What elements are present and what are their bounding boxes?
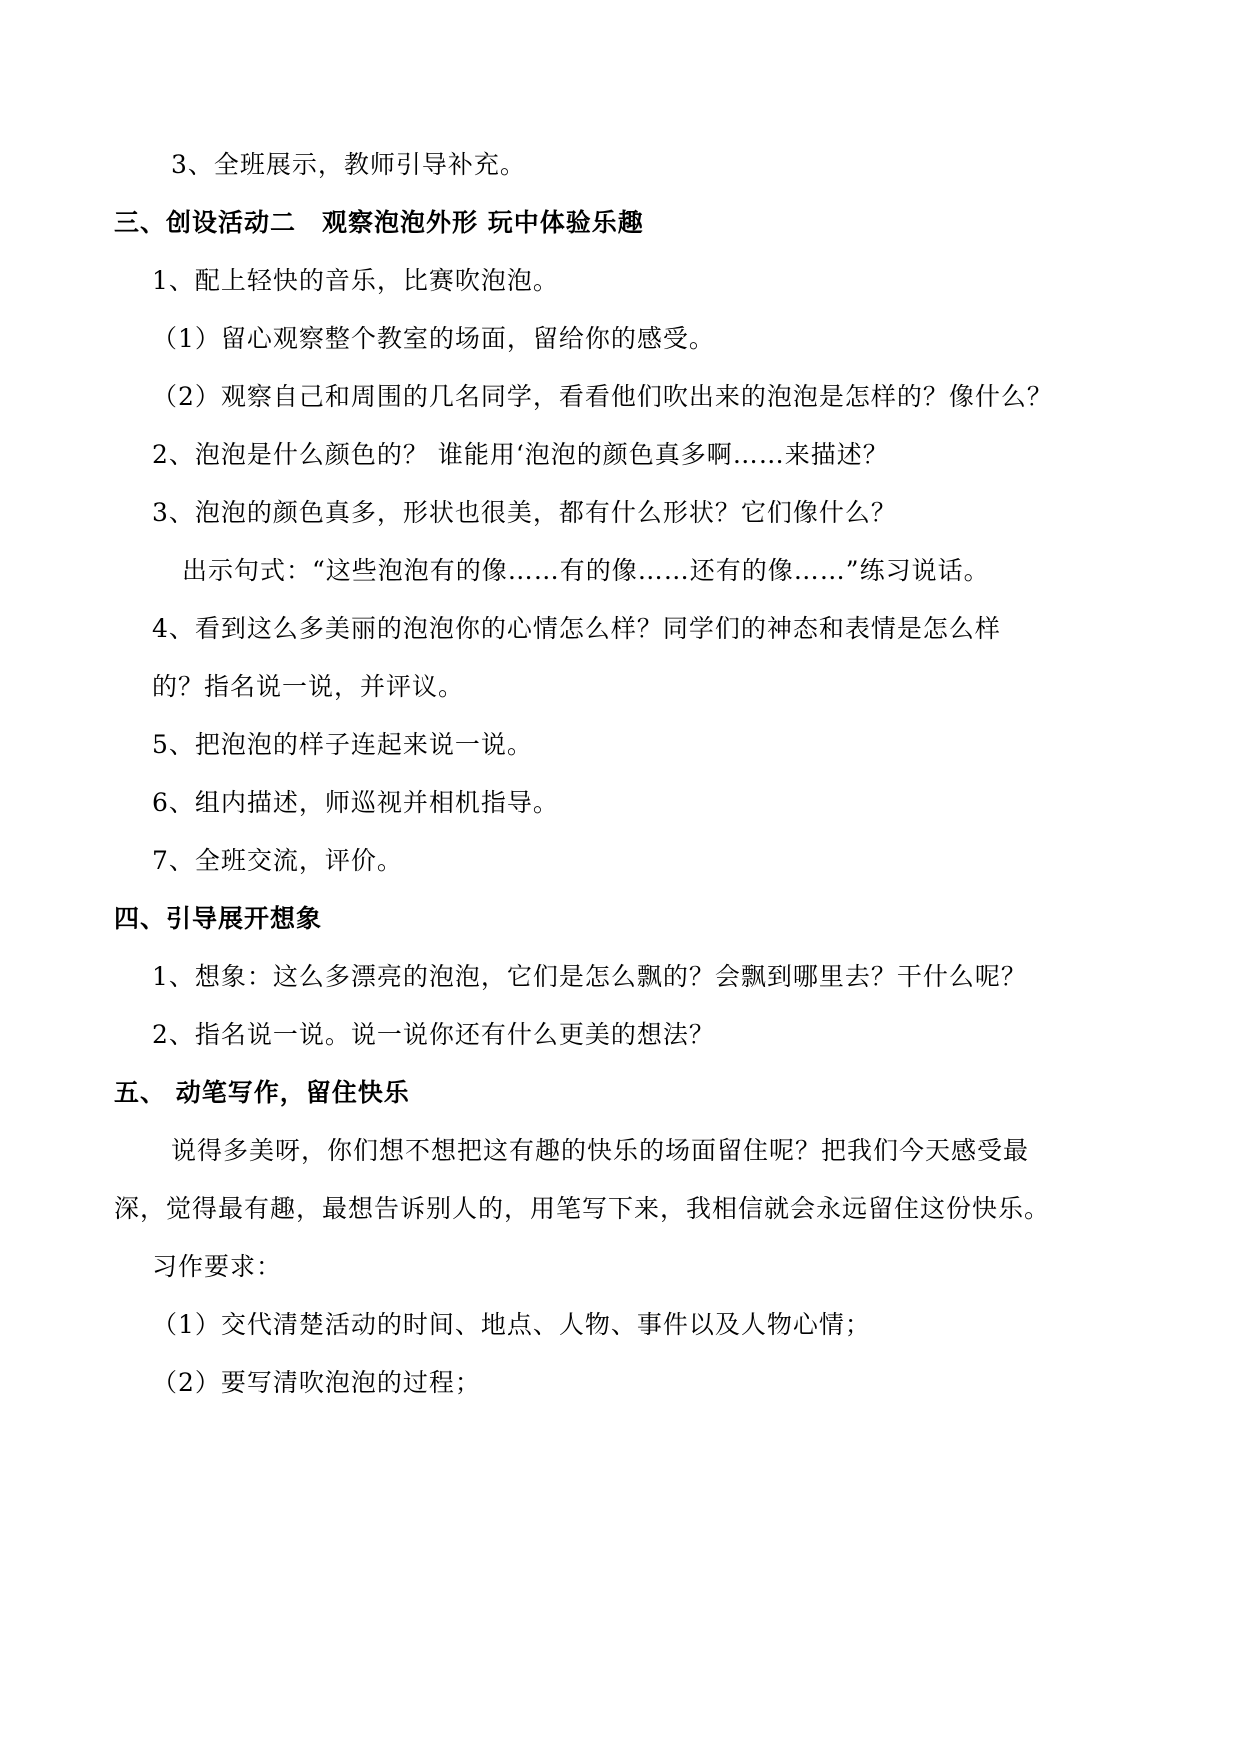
- step-6-group-description: 6、组内描述，师巡视并相机指导。: [152, 788, 559, 817]
- step-3-bubble-shape: 3、泡泡的颜色真多，形状也很美，都有什么形状？它们像什么？: [152, 498, 897, 527]
- section-4-heading: 四、引导展开想象: [114, 904, 323, 933]
- step-4-feelings-continued: 的？指名说一说，并评议。: [152, 672, 465, 701]
- step-5-connect-description: 5、把泡泡的样子连起来说一说。: [152, 730, 533, 759]
- step-7-class-exchange: 7、全班交流，评价。: [152, 846, 403, 875]
- imagination-step-1: 1、想象：这么多漂亮的泡泡，它们是怎么飘的？会飘到哪里去？干什么呢？: [152, 962, 1027, 991]
- section-5-heading: 五、 动笔写作，留住快乐: [114, 1078, 410, 1107]
- sentence-pattern-practice: 出示句式：“这些泡泡有的像……有的像……还有的像……”练习说话。: [182, 556, 990, 585]
- requirement-2: （2）要写清吹泡泡的过程；: [152, 1368, 481, 1397]
- section-3-heading: 三、创设活动二 观察泡泡外形 玩中体验乐趣: [114, 208, 644, 237]
- imagination-step-2: 2、指名说一说。说一说你还有什么更美的想法？: [152, 1020, 715, 1049]
- step-3-class-display: 3、全班展示，教师引导补充。: [171, 150, 526, 179]
- step-4-feelings: 4、看到这么多美丽的泡泡你的心情怎么样？同学们的神态和表情是怎么样: [152, 614, 1001, 643]
- writing-requirements-label: 习作要求：: [152, 1252, 283, 1281]
- writing-intro-line-2: 深，觉得最有趣，最想告诉别人的，用笔写下来，我相信就会永远留住这份快乐。: [114, 1194, 1051, 1223]
- writing-intro-line-1: 说得多美呀，你们想不想把这有趣的快乐的场面留住呢？把我们今天感受最: [171, 1136, 1030, 1165]
- substep-1-observe-classroom: （1）留心观察整个教室的场面，留给你的感受。: [152, 324, 715, 353]
- step-1-blow-bubbles: 1、配上轻快的音乐，比赛吹泡泡。: [152, 266, 559, 295]
- step-2-bubble-color: 2、泡泡是什么颜色的？ 谁能用‘泡泡的颜色真多啊……来描述？: [152, 440, 889, 469]
- requirement-1: （1）交代清楚活动的时间、地点、人物、事件以及人物心情；: [152, 1310, 871, 1339]
- substep-2-observe-classmates: （2）观察自己和周围的几名同学，看看他们吹出来的泡泡是怎样的？像什么？: [152, 382, 1053, 411]
